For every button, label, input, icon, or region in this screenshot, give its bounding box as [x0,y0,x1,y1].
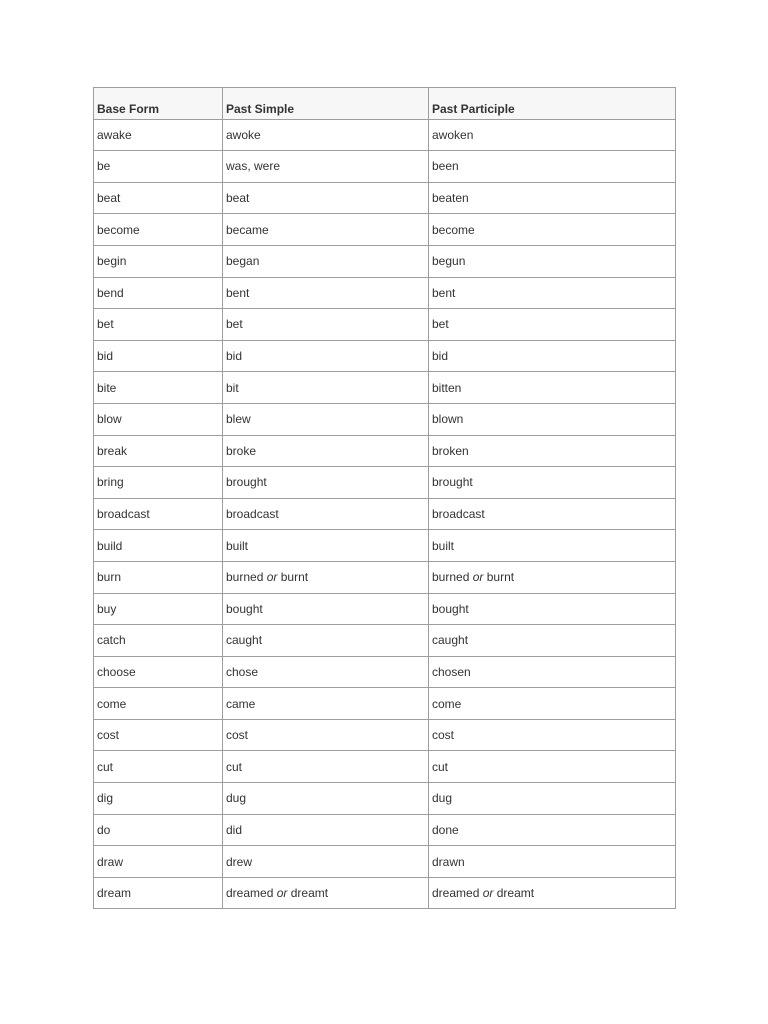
table-row [94,814,676,846]
cell-text: caught [432,633,469,648]
past-participle-cell [429,277,676,309]
past-simple-cell [223,719,429,751]
past-participle-cell [429,151,676,183]
cell-text: become [432,222,475,237]
cell-text: became [226,222,269,237]
cell-text [226,886,425,900]
table-body [94,119,676,909]
table-row [94,593,676,625]
cell-text: been [432,159,459,174]
past-simple-cell [223,403,429,435]
past-participle-cell [429,814,676,846]
table-row [94,498,676,530]
past-participle-cell [429,119,676,151]
past-simple-cell [223,119,429,151]
cell-text: bet [226,317,243,332]
cell-text: brought [432,475,473,490]
cell-text: cost [432,728,455,743]
verb-form: dreamt [290,886,329,901]
base-form-cell [94,245,223,277]
past-participle-cell [429,719,676,751]
base-form-cell [94,340,223,372]
cell-text: beaten [432,191,469,206]
table-row [94,119,676,151]
cell-text: caught [226,633,263,648]
cell-text: drawn [432,854,465,869]
verb-form: burned [432,570,470,585]
cell-text: chose [226,664,259,679]
conjunction-text: or [266,570,278,585]
past-simple-cell [223,593,429,625]
cell-text: began [226,254,260,269]
past-participle-cell [429,688,676,720]
table-row [94,277,676,309]
cell-text: chosen [432,664,471,679]
cell-text: cut [97,759,114,774]
past-participle-cell [429,498,676,530]
cell-text: built [226,538,249,553]
cell-text: bend [97,285,124,300]
past-simple-cell [223,182,429,214]
table-row [94,214,676,246]
cell-text: was, were [226,159,281,174]
base-form-cell [94,498,223,530]
cell-text: burn [97,570,122,585]
base-form-cell [94,530,223,562]
past-simple-cell [223,625,429,657]
irregular-verbs-table [93,87,676,909]
cell-text: become [97,222,140,237]
table-row [94,435,676,467]
base-form-cell [94,214,223,246]
cell-text: dug [226,791,247,806]
base-form-cell [94,309,223,341]
table-row [94,530,676,562]
cell-text: dig [97,791,114,806]
cell-text: brought [226,475,267,490]
cell-text: do [97,822,111,837]
base-form-cell [94,119,223,151]
cell-text: bet [432,317,449,332]
verb-form: burnt [280,570,309,585]
cell-text: done [432,822,459,837]
past-simple-cell [223,877,429,909]
base-form-cell [94,277,223,309]
past-participle-cell [429,435,676,467]
past-participle-cell [429,751,676,783]
past-participle-cell [429,783,676,815]
base-form-cell [94,593,223,625]
table-row [94,751,676,783]
cell-text: be [97,159,111,174]
cell-text [432,886,672,900]
table-row [94,561,676,593]
cell-text: cost [97,728,120,743]
cell-text: blown [432,412,464,427]
table-row [94,340,676,372]
base-form-cell [94,846,223,878]
past-simple-cell [223,467,429,499]
cell-text: bought [432,601,469,616]
cell-text: bent [226,285,250,300]
cell-text: blow [97,412,122,427]
cell-text: bet [97,317,114,332]
past-simple-cell [223,561,429,593]
cell-text: did [226,822,243,837]
cell-text: draw [97,854,124,869]
past-simple-cell [223,751,429,783]
cell-text: broke [226,443,257,458]
base-form-cell [94,688,223,720]
base-form-cell [94,372,223,404]
past-participle-cell [429,561,676,593]
base-form-cell [94,814,223,846]
past-participle-cell [429,877,676,909]
base-form-cell [94,625,223,657]
past-simple-cell [223,151,429,183]
conjunction-text: or [482,886,494,901]
cell-text: bring [97,475,124,490]
table-row [94,877,676,909]
table-row [94,151,676,183]
cell-text: awake [97,127,132,142]
cell-text: come [432,696,462,711]
cell-text: blew [226,412,251,427]
cell-text: beat [97,191,121,206]
past-participle-cell [429,182,676,214]
past-participle-cell [429,530,676,562]
cell-text: cost [226,728,249,743]
verb-form: burned [226,570,264,585]
cell-text: bought [226,601,263,616]
base-form-cell [94,656,223,688]
table-row [94,372,676,404]
base-form-cell [94,877,223,909]
table-row [94,719,676,751]
cell-text: broadcast [432,507,485,522]
cell-text: break [97,443,128,458]
table-row [94,846,676,878]
past-participle-cell [429,593,676,625]
past-simple-cell [223,814,429,846]
cell-text: beat [226,191,250,206]
cell-text: catch [97,633,126,648]
past-participle-cell [429,467,676,499]
past-participle-cell [429,214,676,246]
past-participle-cell [429,340,676,372]
base-form-cell [94,435,223,467]
base-form-cell [94,151,223,183]
cell-text: bid [226,349,243,364]
cell-text: buy [97,601,117,616]
table-row [94,656,676,688]
conjunction-text: or [472,570,484,585]
cell-text: bent [432,285,456,300]
past-simple-cell [223,340,429,372]
cell-text: come [97,696,127,711]
header-base-form: Base Form [94,88,223,120]
past-simple-cell [223,656,429,688]
cell-text: awoke [226,127,261,142]
cell-text: build [97,538,123,553]
past-simple-cell [223,372,429,404]
cell-text: bitten [432,380,462,395]
past-participle-cell [429,656,676,688]
past-simple-cell [223,498,429,530]
cell-text: cut [432,759,449,774]
past-participle-cell [429,846,676,878]
cell-text: broadcast [226,507,279,522]
base-form-cell [94,783,223,815]
past-participle-cell [429,245,676,277]
past-simple-cell [223,688,429,720]
past-simple-cell [223,783,429,815]
cell-text: cut [226,759,243,774]
table-row [94,783,676,815]
cell-text: bit [226,380,239,395]
verb-form: burnt [486,570,515,585]
cell-text: drew [226,854,253,869]
cell-text: came [226,696,256,711]
table-row [94,625,676,657]
cell-text: awoken [432,127,474,142]
base-form-cell [94,182,223,214]
base-form-cell [94,751,223,783]
cell-text: broadcast [97,507,150,522]
past-simple-cell [223,309,429,341]
base-form-cell [94,403,223,435]
past-simple-cell [223,435,429,467]
table-row [94,245,676,277]
cell-text: choose [97,664,136,679]
cell-text: built [432,538,455,553]
base-form-cell [94,719,223,751]
cell-text: dream [97,886,132,901]
verb-form: dreamed [432,886,480,901]
table-header-row [94,88,676,120]
verb-form: dreamed [226,886,274,901]
base-form-cell [94,467,223,499]
cell-text [432,570,672,584]
past-simple-cell [223,277,429,309]
past-participle-cell [429,372,676,404]
past-simple-cell [223,245,429,277]
header-past-simple: Past Simple [223,88,429,120]
table-row [94,309,676,341]
cell-text: bid [432,349,449,364]
table-row [94,467,676,499]
conjunction-text: or [276,886,288,901]
cell-text [226,570,425,584]
cell-text: begun [432,254,466,269]
header-past-participle: Past Participle [429,88,676,120]
cell-text: broken [432,443,469,458]
past-participle-cell [429,309,676,341]
table-row [94,688,676,720]
past-participle-cell [429,403,676,435]
past-simple-cell [223,530,429,562]
cell-text: dug [432,791,453,806]
cell-text: bite [97,380,117,395]
past-simple-cell [223,214,429,246]
past-simple-cell [223,846,429,878]
cell-text: begin [97,254,127,269]
past-participle-cell [429,625,676,657]
cell-text: bid [97,349,114,364]
verb-form: dreamt [496,886,535,901]
base-form-cell [94,561,223,593]
table-row [94,182,676,214]
table-row [94,403,676,435]
